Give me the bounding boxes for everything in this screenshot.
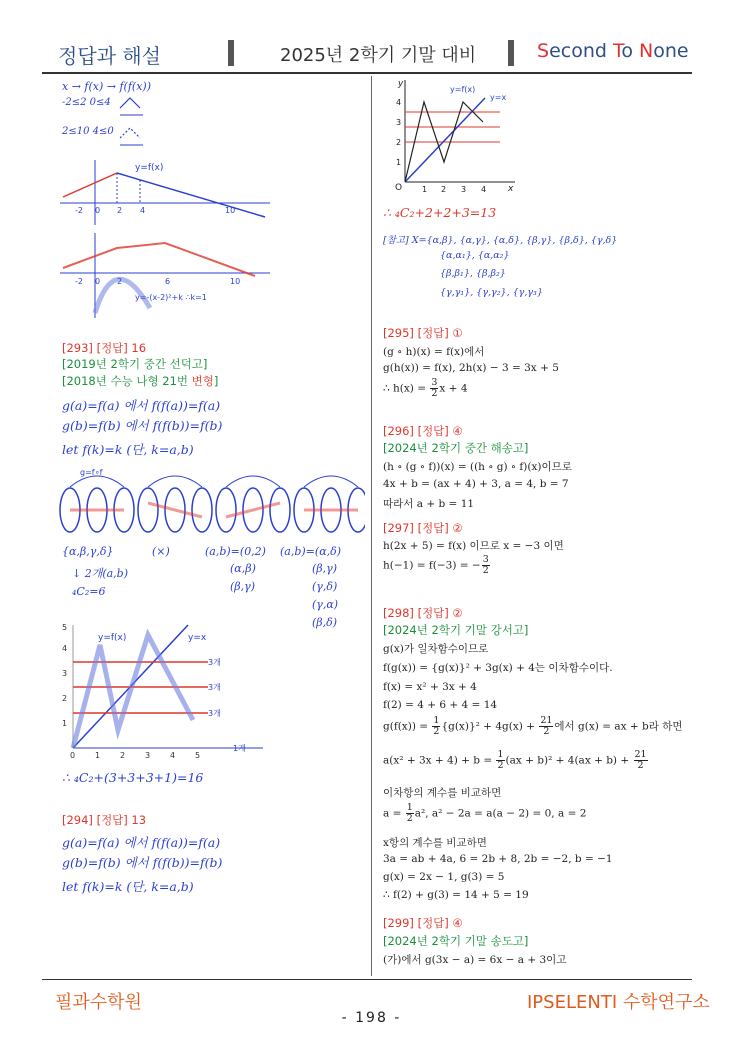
text-line: (가)에서 g(3x − a) = 6x − a + 3이고 — [383, 954, 567, 966]
hand-note: ∴ ₄C₂+2+2+3=13 — [383, 205, 497, 220]
hand-note: (γ,α) — [312, 598, 339, 611]
graph-293 — [58, 620, 268, 760]
svg-text:5: 5 — [62, 623, 68, 632]
hand-note: (a,b)=(α,δ) — [280, 545, 342, 558]
svg-text:-2: -2 — [75, 206, 83, 215]
hand-graph-2 — [55, 228, 275, 323]
hand-note: -2≤2 0≤4 — [62, 97, 111, 108]
footer-right: IPSELENTI 수학연구소 — [527, 992, 710, 1013]
svg-text:O: O — [395, 183, 403, 193]
svg-text:5: 5 — [195, 751, 201, 760]
svg-text:4: 4 — [140, 206, 146, 215]
svg-text:3개: 3개 — [208, 683, 221, 692]
source-293-b: [2018년 수능 나형 21번 변형] — [62, 374, 219, 388]
svg-text:1: 1 — [422, 185, 428, 194]
svg-text:4: 4 — [62, 644, 68, 653]
svg-text:0: 0 — [95, 277, 101, 286]
answer-293: [293] [정답] 16 — [62, 341, 147, 355]
svg-text:3: 3 — [461, 185, 467, 194]
hand-note: (a,b)=(0,2) — [205, 545, 266, 558]
text-line: ∴ h(x) = $\frac{3}{2}$ x + 4 — [383, 377, 468, 399]
svg-text:4: 4 — [481, 185, 487, 194]
text-line: (h ∘ (g ∘ f))(x) = ((h ∘ g) ∘ f)(x)이므로 — [383, 461, 572, 473]
svg-text:y=f(x): y=f(x) — [450, 85, 476, 94]
hand-note: g(a)=f(a) 에서 f(f(a))=f(a) — [62, 398, 221, 413]
hand-note: ₄C₂=6 — [72, 585, 106, 598]
column-divider — [371, 76, 372, 976]
svg-text:1개: 1개 — [233, 744, 246, 753]
svg-text:g=f∘f: g=f∘f — [80, 468, 103, 477]
hand-note: {γ,γ₁}, {γ,γ₂}, {γ,γ₃} — [440, 287, 543, 298]
hand-note: {β,β₁}, {β,β₂} — [440, 268, 506, 279]
text-line: 3a = ab + 4a, 6 = 2b + 8, 2b = −2, b = −1 — [383, 853, 613, 865]
svg-text:2: 2 — [117, 277, 123, 286]
svg-text:2: 2 — [62, 694, 68, 703]
text-line: f(g(x)) = {g(x)}² + 3g(x) + 4는 이차함수이다. — [383, 662, 613, 674]
answer-298: [298] [정답] ② — [383, 606, 463, 620]
hand-note: {α,α₁}, {α,α₂} — [440, 250, 510, 261]
hand-note: {α,β,γ,δ} — [62, 545, 114, 558]
header-left-title: 정답과 해설 — [58, 44, 161, 68]
svg-text:-2: -2 — [75, 277, 83, 286]
text-line: a = $\frac{1}{2}$ a², a² − 2a = a(a − 2) = 0, a = 2 — [383, 802, 587, 824]
text-line: x항의 계수를 비교하면 — [383, 837, 487, 849]
header-rule — [42, 72, 692, 74]
svg-text:0: 0 — [70, 751, 76, 760]
svg-text:y=x: y=x — [188, 633, 207, 643]
hand-note: (γ,δ) — [312, 580, 338, 593]
hand-note: x → f(x) → f(f(x)) — [62, 80, 151, 93]
page-header — [0, 38, 743, 74]
text-line: (g ∘ h)(x) = f(x)에서 — [383, 346, 485, 358]
svg-text:6: 6 — [165, 277, 171, 286]
svg-text:1: 1 — [62, 719, 68, 728]
svg-text:2: 2 — [396, 138, 402, 147]
source-299: [2024년 2학기 기말 송도고] — [383, 934, 529, 948]
svg-text:y=f(x): y=f(x) — [135, 163, 164, 173]
text-line: 4x + b = (ax + 4) + 3, a = 4, b = 7 — [383, 478, 569, 490]
footer-rule — [42, 979, 692, 980]
page-number: - 198 - — [341, 1010, 402, 1026]
hand-note: g(b)=f(b) 에서 f(f(b))=f(b) — [62, 418, 223, 433]
svg-text:2: 2 — [117, 206, 123, 215]
hand-note: let f(k)=k (단, k=a,b) — [62, 442, 194, 457]
svg-text:4: 4 — [170, 751, 176, 760]
text-line: h(2x + 5) = f(x) 이므로 x = −3 이면 — [383, 540, 564, 552]
answer-295: [295] [정답] ① — [383, 326, 463, 340]
svg-text:y=-(x-2)²+k ∴k=1: y=-(x-2)²+k ∴k=1 — [135, 293, 207, 302]
hand-note: (α,β) — [230, 562, 256, 575]
svg-text:y=x: y=x — [490, 93, 507, 102]
svg-text:3개: 3개 — [208, 658, 221, 667]
hand-sketch — [115, 93, 175, 153]
source-296: [2024년 2학기 중간 해송고] — [383, 441, 529, 455]
hand-note: (β,γ) — [312, 562, 338, 575]
svg-text:10: 10 — [225, 206, 236, 215]
svg-text:x: x — [508, 184, 514, 194]
svg-text:3: 3 — [145, 751, 151, 760]
text-line: f(2) = 4 + 6 + 4 = 14 — [383, 699, 498, 711]
graph-294 — [390, 78, 520, 196]
svg-text:1: 1 — [396, 158, 402, 167]
hand-note: let f(k)=k (단, k=a,b) — [62, 879, 194, 894]
mapping-diagrams — [55, 465, 365, 535]
footer-left: 필과수학원 — [55, 992, 142, 1013]
svg-text:2: 2 — [120, 751, 126, 760]
text-line: g(x)가 일차함수이므로 — [383, 643, 489, 655]
text-line: 따라서 a + b = 11 — [383, 498, 475, 510]
svg-text:3개: 3개 — [208, 709, 221, 718]
hand-note: (×) — [152, 545, 170, 558]
answer-299: [299] [정답] ④ — [383, 916, 463, 930]
text-line: g(h(x)) = f(x), 2h(x) − 3 = 3x + 5 — [383, 362, 559, 374]
source-298: [2024년 2학기 기말 강서고] — [383, 623, 529, 637]
hand-note: g(a)=f(a) 에서 f(f(a))=f(a) — [62, 835, 221, 850]
header-brand: Second To None — [537, 40, 689, 62]
text-line: a(x² + 3x + 4) + b = $\frac{1}{2}$ (ax + b)² + 4(ax + b) + $\frac{21}{2}$ — [383, 749, 647, 771]
svg-text:4: 4 — [396, 98, 402, 107]
answer-294: [294] [정답] 13 — [62, 813, 147, 827]
answer-296: [296] [정답] ④ — [383, 424, 463, 438]
header-center-title: 2025년 2학기 기말 대비 — [280, 45, 477, 66]
text-line: ∴ f(2) + g(3) = 14 + 5 = 19 — [383, 889, 529, 901]
svg-text:3: 3 — [62, 669, 68, 678]
hand-note: [참고] X={α,β}, {α,γ}, {α,δ}, {β,γ}, {β,δ}, {γ,δ} — [383, 235, 618, 246]
hand-note: ∴ ₄C₂+(3+3+3+1)=16 — [62, 770, 204, 785]
hand-graph-1 — [55, 155, 275, 230]
text-line: 이차항의 계수를 비교하면 — [383, 787, 502, 799]
header-divider — [508, 40, 514, 66]
text-line: h(−1) = f(−3) = − $\frac{3}{2}$ — [383, 554, 489, 576]
hand-note: 2≤10 4≤0 — [62, 126, 114, 137]
svg-text:3: 3 — [396, 118, 402, 127]
text-line: f(x) = x² + 3x + 4 — [383, 681, 477, 693]
svg-text:y: y — [398, 79, 404, 89]
source-293: [2019년 2학기 중간 선덕고] — [62, 357, 208, 371]
svg-text:10: 10 — [230, 277, 241, 286]
svg-text:y=f(x): y=f(x) — [98, 633, 127, 643]
header-divider — [228, 40, 234, 66]
text-line: g(f(x)) = $\frac{1}{2}$ {g(x)}² + 4g(x) + $\frac{21}{2}$ 에서 g(x) = ax + b라 하면 — [383, 715, 683, 737]
svg-text:2: 2 — [441, 185, 447, 194]
hand-note: (β,δ) — [312, 616, 338, 629]
hand-note: (β,γ) — [230, 580, 256, 593]
hand-note: ↓ 2개(a,b) — [72, 567, 129, 580]
hand-note: g(b)=f(b) 에서 f(f(b))=f(b) — [62, 855, 223, 870]
svg-text:1: 1 — [95, 751, 101, 760]
answer-297: [297] [정답] ② — [383, 521, 463, 535]
svg-text:0: 0 — [95, 206, 101, 215]
text-line: g(x) = 2x − 1, g(3) = 5 — [383, 871, 505, 883]
